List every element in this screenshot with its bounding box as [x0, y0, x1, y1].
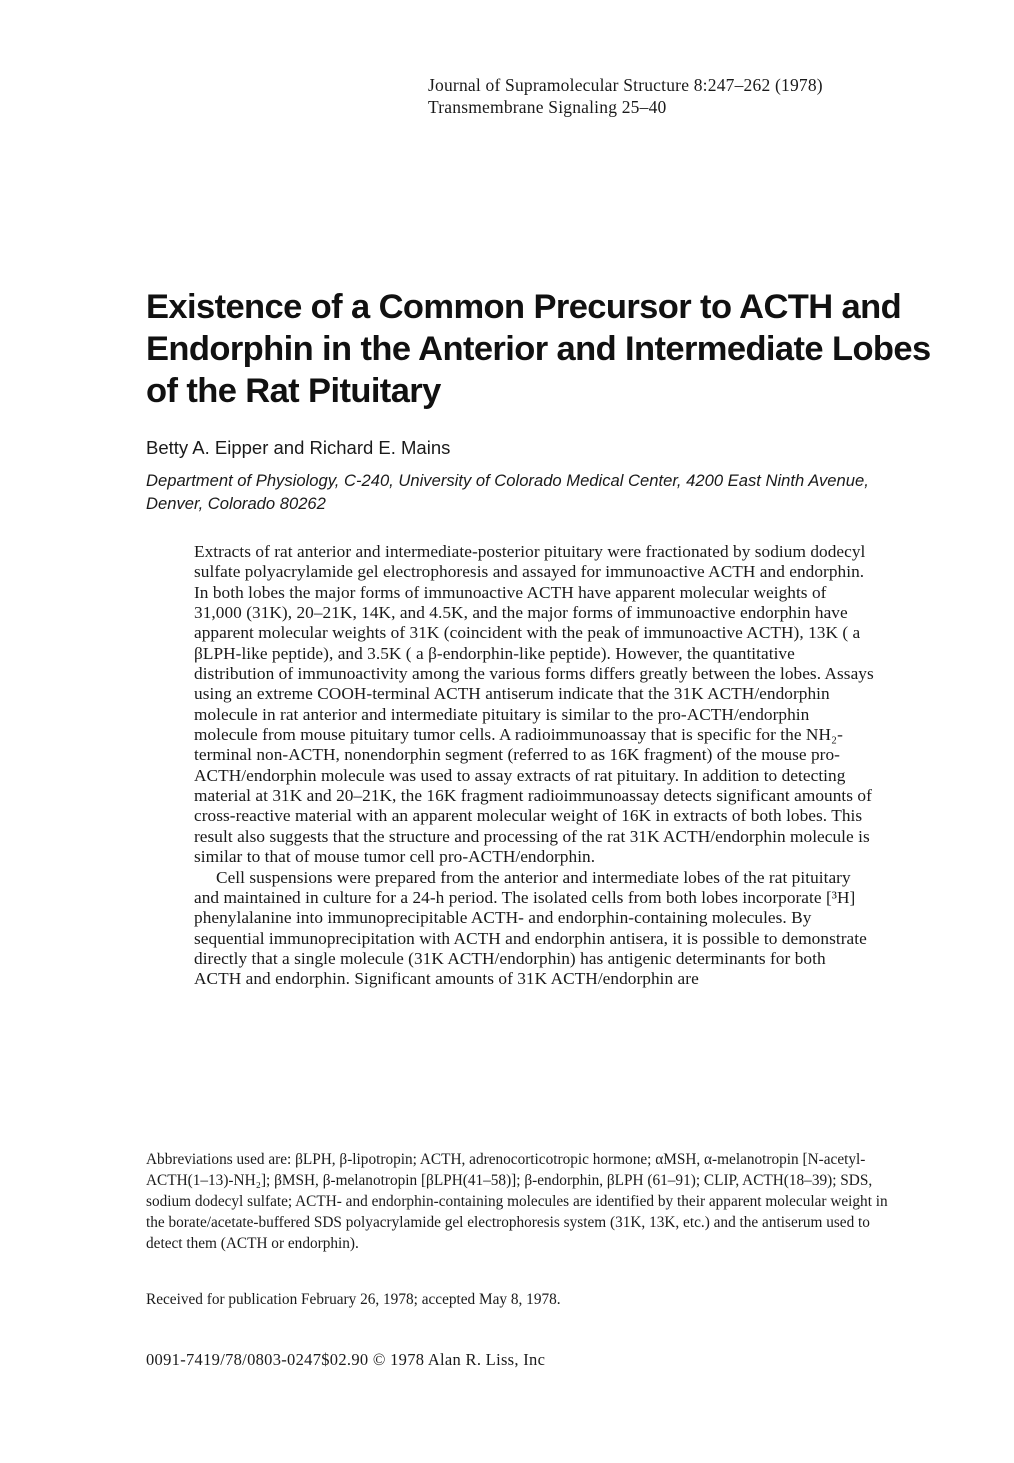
series-citation: Transmembrane Signaling 25–40 — [428, 97, 667, 117]
journal-header — [428, 74, 823, 118]
authors: Betty A. Eipper and Richard E. Mains — [146, 437, 451, 458]
abstract-paragraph-2: Cell suspensions were prepared from the anterior and intermediate lobes of the rat pituitary and maintained in culture for a 24-h period. The isolated cells from both lobes incorporate [³H] phenylalanine into immunoprecipitable ACTH- and endorphin-containing molecules. By sequential immunoprecipitation with ACTH and endorphin antisera, it is possible to demonstrate directly that a single molecule (31K ACTH/endorphin) has antigenic determinants for both ACTH and endorphin. Significant amounts of 31K ACTH/endorphin are — [194, 867, 867, 989]
copyright-line: 0091-7419/78/0803-0247$02.90 © 1978 Alan R. Liss, Inc — [146, 1350, 546, 1369]
abstract-paragraph-1: Extracts of rat anterior and intermediate-posterior pituitary were fractionated by sodium dodecyl sulfate polyacrylamide gel electrophoresis and assayed for immunoactive ACTH and endorphin. In both lobes the major forms of immunoactive ACTH have apparent molecular weights of 31,000 (31K), 20–21K, 14K, and 4.5K, and the major forms of immunoactive endorphin have apparent molecular weights of 31K (coincident with the peak of immunoactive ACTH), 13K ( a βLPH-like peptide), and 3.5K ( a β-endorphin-like peptide). However, the quantitative distribution of immunoactivity among the various forms differs greatly between the lobes. Assays using an extreme COOH-terminal ACTH antiserum indicate that the 31K ACTH/endorphin molecule in rat anterior and intermediate pituitary is similar to the pro-ACTH/endorphin molecule from mouse pituitary tumor cells. A radioimmunoassay that is specific for the NH₂-terminal non-ACTH, nonendorphin segment (referred to as 16K fragment) of the mouse pro-ACTH/endorphin molecule was used to assay extracts of rat pituitary. In addition to detecting material at 31K and 20–21K, the 16K fragment radioimmunoassay detects significant amounts of cross-reactive material with an apparent molecular weight of 16K in extracts of both lobes. This result also suggests that the structure and processing of the rat 31K ACTH/endorphin molecule is similar to that of mouse tumor cell pro-ACTH/endorphin. — [194, 542, 874, 867]
article-title: Existence of a Common Precursor to ACTH and Endorphin in the Anterior and Intermediate Lobes of the Rat Pituitary — [146, 288, 931, 410]
abbreviations-footnote: Abbreviations used are: βLPH, β-lipotropin; ACTH, adrenocorticotropic hormone; αMSH, α-melanotropin [N-acetyl-ACTH(1–13)-NH₂]; βMSH, β-melanotropin [βLPH(41–58)]; β-endorphin, βLPH (61–91); CLIP, ACTH(18–39); SDS, sodium dodecyl sulfate; ACTH- and endorphin-containing molecules are identified by their apparent molecular weight in the borate/acetate-buffered SDS polyacrylamide gel electrophoresis system (31K, 13K, etc.) and the antiserum used to detect them (ACTH or endorphin). — [146, 1151, 888, 1252]
abstract — [194, 542, 874, 990]
affiliation: Department of Physiology, C-240, University of Colorado Medical Center, 4200 East Ninth Avenue, Denver, Colorado 80262 — [146, 471, 869, 513]
journal-citation: Journal of Supramolecular Structure 8:247–262 (1978) — [428, 75, 823, 95]
received-date: Received for publication February 26, 1978; accepted May 8, 1978. — [146, 1291, 561, 1308]
